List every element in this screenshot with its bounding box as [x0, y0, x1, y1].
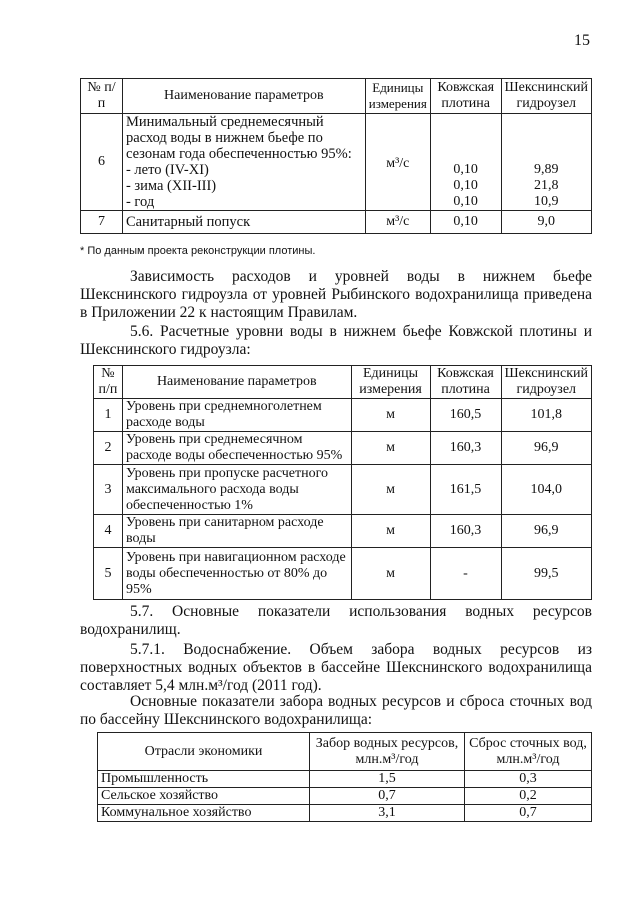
name-line: расход воды в нижнем бьефе по: [125, 130, 323, 146]
row-name: Уровень при среднемесячном расходе воды обеспеченностью 95%: [122, 432, 351, 465]
row-kovzh: 0,10: [430, 211, 501, 234]
row-unit: м: [351, 432, 430, 465]
table-row: [98, 788, 592, 805]
row-num: 7: [81, 211, 123, 234]
row-sheksna: 96,9: [501, 515, 591, 548]
row-sheksna: [501, 114, 591, 211]
row-num: 1: [94, 399, 123, 432]
row-sheksna: 99,5: [501, 548, 591, 600]
table-row: [94, 465, 592, 515]
header-discharge: Сброс сточных вод, млн.м³/год: [465, 733, 592, 771]
row-unit: м³/с: [365, 114, 430, 211]
paragraph-5-7-1: 5.7.1. Водоснабжение. Объем забора водных ресурсов из поверхностных водных объектов в бассейне Шекснинского водохранилища составляет 5,4 млн.м³/год (2011 год).: [80, 641, 592, 694]
row-sheksna: 104,0: [501, 465, 591, 515]
row-kovzh: [430, 114, 501, 211]
row-discharge: 0,7: [465, 805, 592, 822]
table-header-row: [98, 733, 592, 771]
table-row: [98, 805, 592, 822]
name-line: сезонам года обеспеченностью 95%:: [125, 146, 352, 162]
row-name: Уровень при навигационном расходе воды обеспеченностью от 80% до 95%: [122, 548, 351, 600]
row-sector: Промышленность: [98, 771, 310, 788]
name-line: - год: [125, 194, 155, 210]
row-kovzh: 161,5: [430, 465, 501, 515]
header-sheksna: Шекснинский гидроузел: [501, 366, 591, 399]
row-discharge: 0,2: [465, 788, 592, 805]
row-kovzh: -: [430, 548, 501, 600]
header-unit: Единицы измерения: [351, 366, 430, 399]
row-intake: 0,7: [310, 788, 465, 805]
value: 21,8: [534, 178, 559, 193]
table-row: [94, 432, 592, 465]
header-unit: Единицы измерения: [365, 79, 430, 114]
header-sector: Отрасли экономики: [98, 733, 310, 771]
table-water-levels: [93, 365, 592, 600]
header-num: № п/п: [94, 366, 123, 399]
name-line: Минимальный среднемесячный: [125, 114, 324, 130]
row-unit: м: [351, 465, 430, 515]
row-sector: Коммунальное хозяйство: [98, 805, 310, 822]
value: 0,10: [453, 162, 478, 177]
row-name: Санитарный попуск: [122, 211, 365, 234]
name-line: - лето (IV-XI): [125, 162, 209, 178]
row-intake: 3,1: [310, 805, 465, 822]
table-header-row: [81, 79, 592, 114]
paragraph-indicators: Основные показатели забора водных ресурсов и сброса сточных вод по бассейну Шекснинского водохранилища:: [80, 693, 592, 728]
header-intake: Забор водных ресурсов, млн.м³/год: [310, 733, 465, 771]
row-num: 4: [94, 515, 123, 548]
row-name: Уровень при санитарном расходе воды: [122, 515, 351, 548]
table-header-row: [94, 366, 592, 399]
row-unit: м: [351, 515, 430, 548]
table-row: [94, 548, 592, 600]
table-row: [81, 211, 592, 234]
row-num: 2: [94, 432, 123, 465]
paragraph-dependency: Зависимость расходов и уровней воды в нижнем бьефе Шекснинского гидроузла от уровней Рыбинского водохранилища приведена в Приложении 22 к настоящим Правилам.: [80, 268, 592, 321]
footnote: * По данным проекта реконструкции плотины.: [80, 245, 316, 257]
row-kovzh: 160,5: [430, 399, 501, 432]
table-row: [94, 515, 592, 548]
row-name: Уровень при пропуске расчетного максимального расхода воды обеспеченностью 1%: [122, 465, 351, 515]
row-unit: м: [351, 548, 430, 600]
row-num: 3: [94, 465, 123, 515]
row-sector: Сельское хозяйство: [98, 788, 310, 805]
value: 0,10: [453, 194, 478, 209]
row-name: Уровень при среднемноголетнем расходе воды: [122, 399, 351, 432]
row-discharge: 0,3: [465, 771, 592, 788]
header-sheksna: Шекснинский гидроузел: [501, 79, 591, 114]
header-num: № п/п: [81, 79, 123, 114]
value: 10,9: [534, 194, 559, 209]
paragraph-5-7: 5.7. Основные показатели использования водных ресурсов водохранилищ.: [80, 603, 592, 638]
table-water-use: [97, 732, 592, 822]
header-kovzh: Ковжская плотина: [430, 79, 501, 114]
row-num: 5: [94, 548, 123, 600]
header-name: Наименование параметров: [122, 79, 365, 114]
row-unit: м³/с: [365, 211, 430, 234]
row-sheksna: 96,9: [501, 432, 591, 465]
header-kovzh: Ковжская плотина: [430, 366, 501, 399]
row-unit: м: [351, 399, 430, 432]
paragraph-5-6: 5.6. Расчетные уровни воды в нижнем бьефе Ковжской плотины и Шекснинского гидроузла:: [80, 323, 592, 358]
row-kovzh: 160,3: [430, 515, 501, 548]
row-num: 6: [81, 114, 123, 211]
value: 0,10: [453, 178, 478, 193]
row-name: [122, 114, 365, 211]
table-row: [94, 399, 592, 432]
row-sheksna: 101,8: [501, 399, 591, 432]
header-name: Наименование параметров: [122, 366, 351, 399]
table-row: [81, 114, 592, 211]
row-sheksna: 9,0: [501, 211, 591, 234]
table-row: [98, 771, 592, 788]
name-line: - зима (XII-III): [125, 178, 217, 194]
row-intake: 1,5: [310, 771, 465, 788]
value: 9,89: [534, 162, 559, 177]
page-number: 15: [574, 32, 590, 49]
table-flow-rates: [80, 78, 592, 234]
row-kovzh: 160,3: [430, 432, 501, 465]
